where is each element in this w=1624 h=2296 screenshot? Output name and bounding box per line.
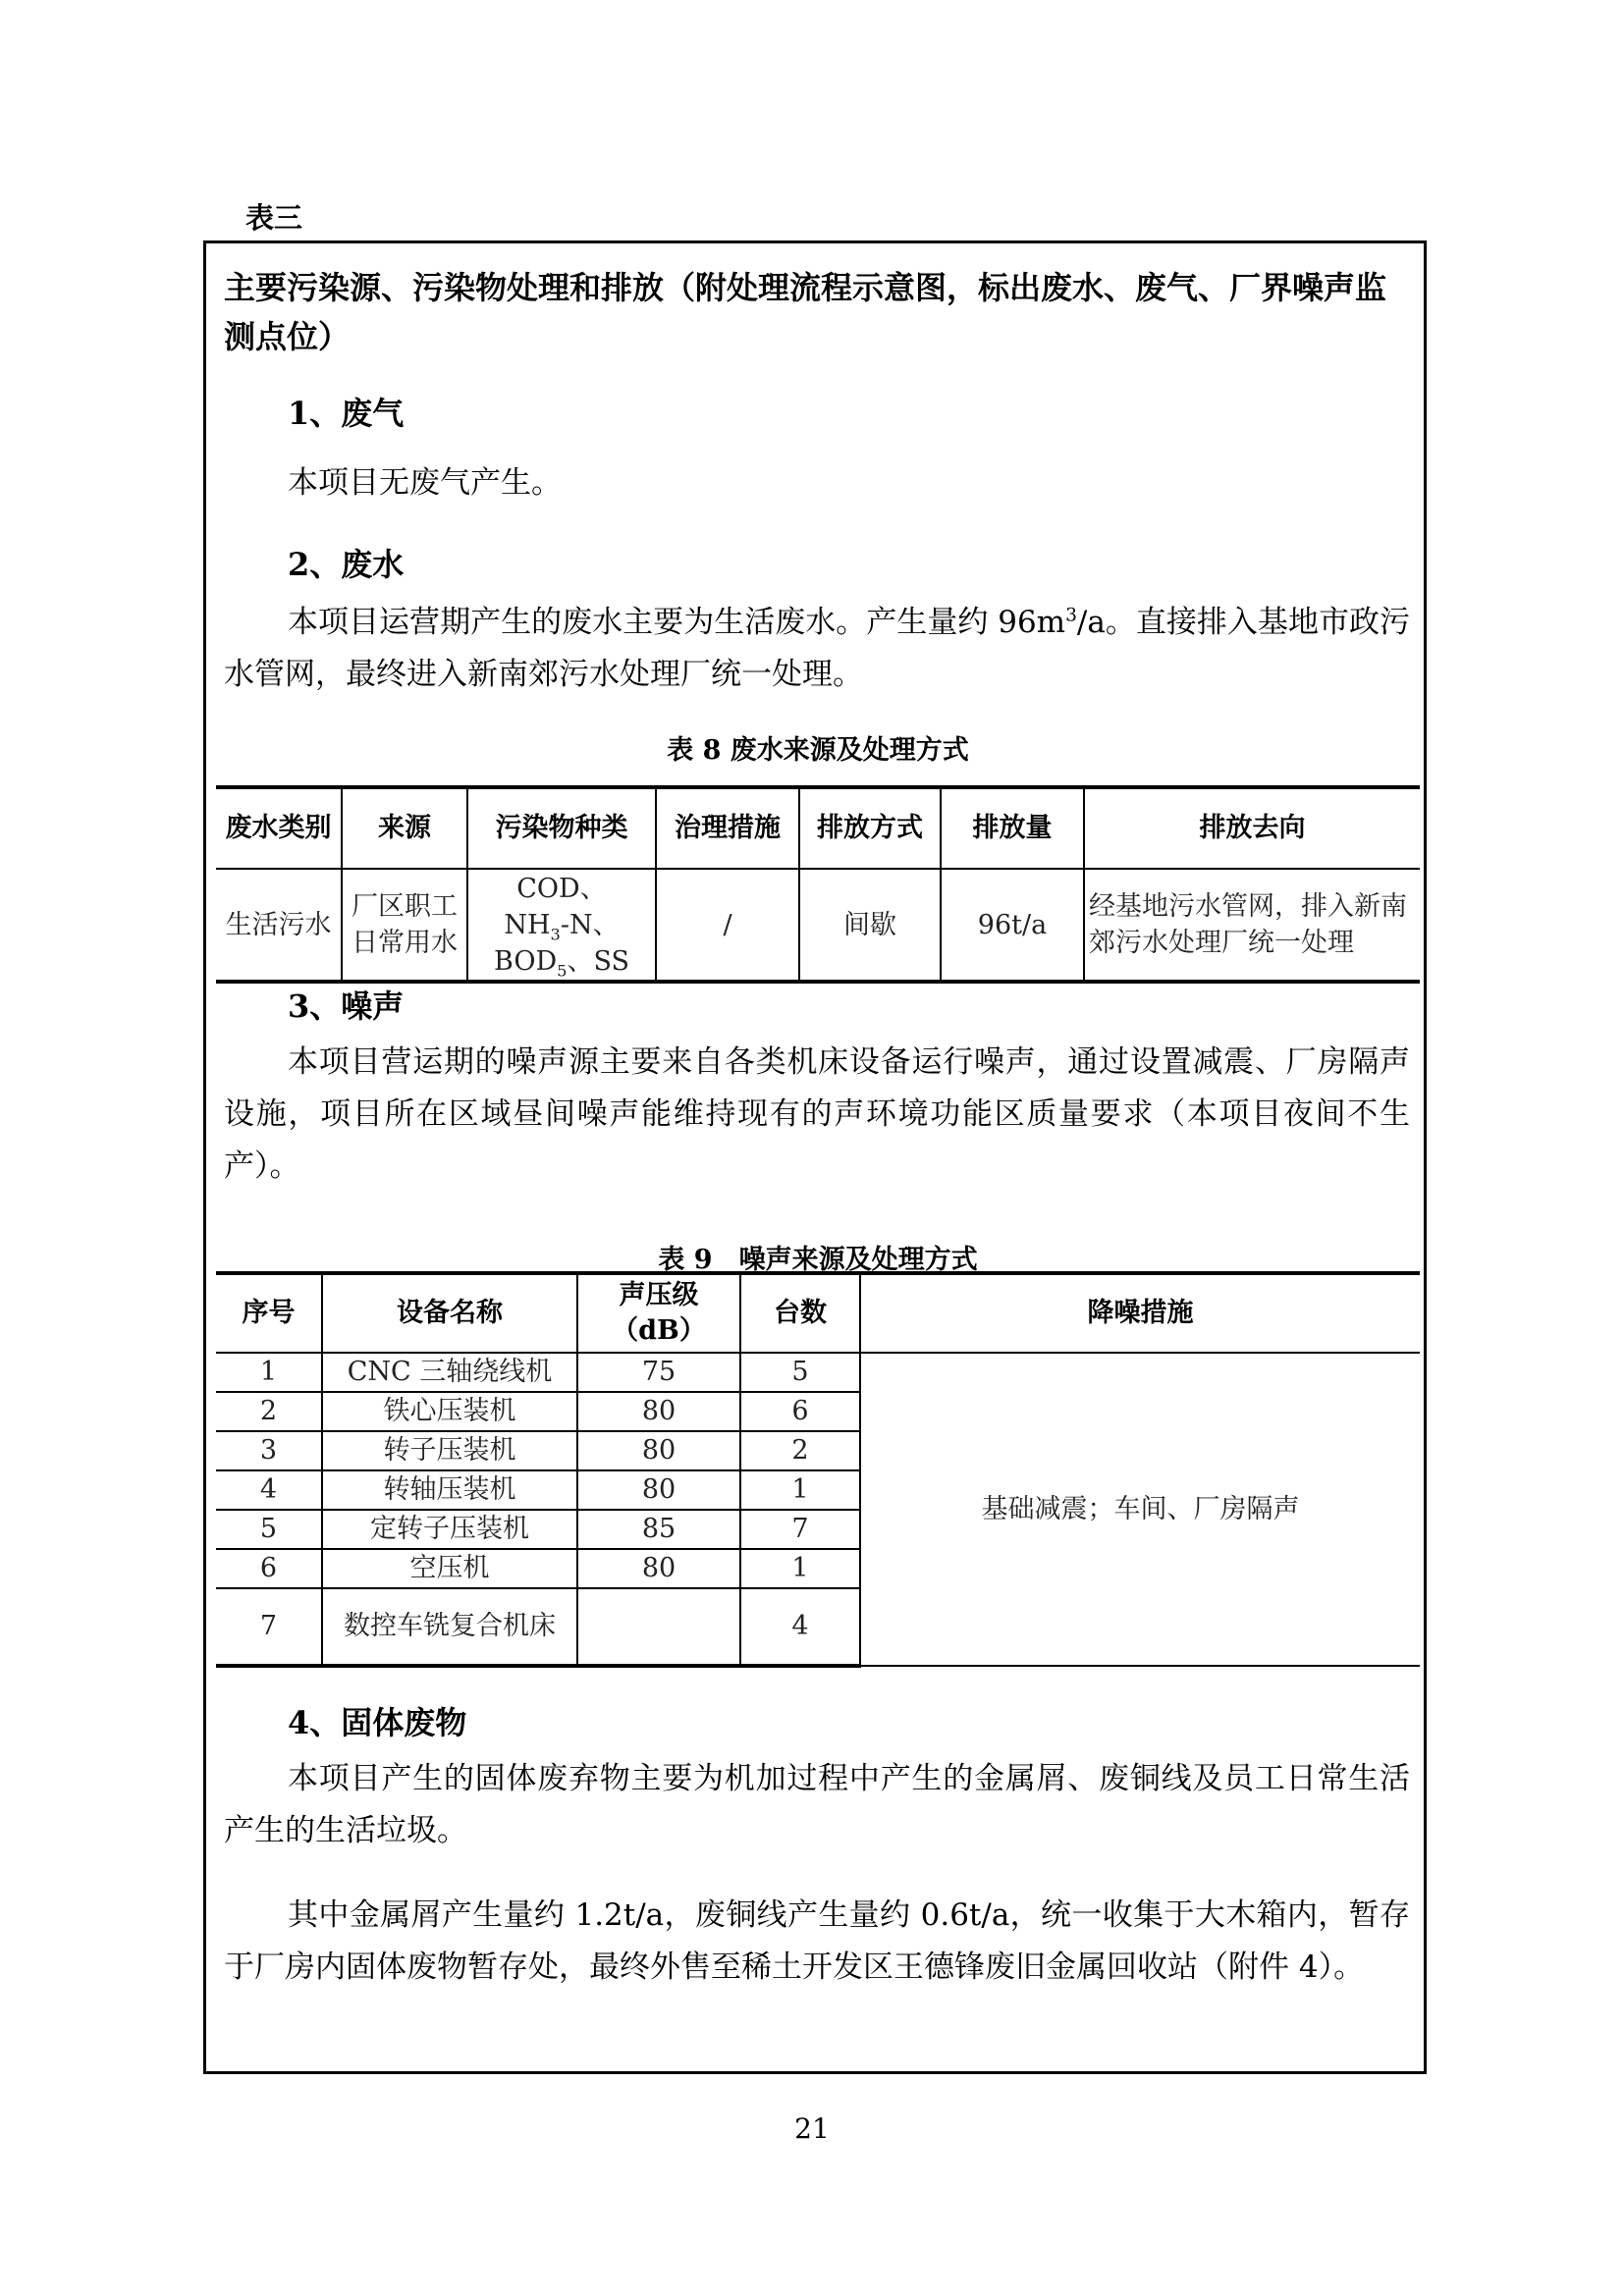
table-header: 排放方式 (799, 787, 941, 869)
discharge-destination: 经基地污水管网，排入新南郊污水处理厂统一处理 (1084, 869, 1420, 982)
section-heading-water: 2、废水 (288, 546, 405, 583)
section-text-noise: 本项目营运期的噪声源主要来自各类机床设备运行噪声，通过设置减震、厂房隔声设施，项目所在区域昼间噪声能维持现有的声环境功能区质量要求（本项目夜间不生产）。 (224, 1044, 1410, 1184)
wastewater-table (216, 785, 1420, 984)
table-header: 排放量 (941, 787, 1084, 869)
row-number: 7 (216, 1588, 322, 1666)
table-header: 废水类别 (216, 787, 342, 869)
row-number: 4 (216, 1470, 322, 1510)
table-label: 表三 (245, 201, 303, 235)
equipment-name: 空压机 (322, 1549, 577, 1588)
unit-count: 5 (740, 1353, 860, 1392)
section-heading-solid: 4、固体废物 (288, 1704, 467, 1741)
table-header-row (216, 1273, 1420, 1353)
discharge-mode: 间歇 (799, 869, 941, 982)
section-heading-noise: 3、噪声 (288, 988, 405, 1025)
unit-count: 6 (740, 1392, 860, 1431)
table8-caption: 表 8 废水来源及处理方式 (667, 735, 969, 766)
equipment-name: 定转子压装机 (322, 1510, 577, 1549)
table-header: 降噪措施 (860, 1273, 1420, 1353)
section-heading-gas: 1、废气 (288, 395, 405, 432)
unit-count: 2 (740, 1431, 860, 1470)
table-row (216, 869, 1420, 982)
unit-count: 7 (740, 1510, 860, 1549)
page-number: 21 (794, 2112, 830, 2145)
row-number: 1 (216, 1353, 322, 1392)
sound-level: 80 (577, 1392, 740, 1431)
row-number: 6 (216, 1549, 322, 1588)
unit-count: 4 (740, 1588, 860, 1666)
unit-count: 1 (740, 1470, 860, 1510)
pollutant-types: COD、 $NH_3-N$、 $BOD_5$、SS (467, 869, 656, 982)
equipment-name: 铁心压装机 (322, 1392, 577, 1431)
noise-reduction-measure: 基础减震；车间、厂房隔声 (860, 1353, 1420, 1666)
treatment-measure: / (656, 869, 799, 982)
frame-title: 主要污染源、污染物处理和排放（附处理流程示意图，标出废水、废气、厂界噪声监测点位） (224, 269, 1387, 355)
table-header: 台数 (740, 1273, 860, 1353)
sound-level (577, 1588, 740, 1666)
section-text-solid-2: 其中金属屑产生量约 1.2t/a，废铜线产生量约 0.6t/a，统一收集于大木箱内，暂存于厂房内固体废物暂存处，最终外售至稀土开发区王德锋废旧金属回收站（附件 4）。 (224, 1897, 1410, 1985)
content-frame (203, 240, 1427, 2074)
section-text-solid-1: 本项目产生的固体废弃物主要为机加过程中产生的金属屑、废铜线及员工日常生活产生的生活垃圾。 (224, 1761, 1410, 1848)
table-header-row (216, 787, 1420, 869)
table-header: 序号 (216, 1273, 322, 1353)
sound-level: 85 (577, 1510, 740, 1549)
equipment-name: 转子压装机 (322, 1431, 577, 1470)
equipment-name: 转轴压装机 (322, 1470, 577, 1510)
section-text-water: 本项目运营期产生的废水主要为生活废水。产生量约 $96m^3/a$。直接排入基地市政污水管网，最终进入新南郊污水处理厂统一处理。 (224, 605, 1410, 692)
noise-table (216, 1271, 1420, 1668)
table-row (216, 1353, 1420, 1392)
unit-count: 1 (740, 1549, 860, 1588)
row-number: 2 (216, 1392, 322, 1431)
equipment-name: 数控车铣复合机床 (322, 1588, 577, 1666)
row-number: 5 (216, 1510, 322, 1549)
table-header: 来源 (342, 787, 467, 869)
table-header: 设备名称 (322, 1273, 577, 1353)
table9-caption: 表 9 噪声来源及处理方式 (658, 1245, 978, 1275)
row-number: 3 (216, 1431, 322, 1470)
sound-level: 80 (577, 1431, 740, 1470)
table-header: 治理措施 (656, 787, 799, 869)
section-text-gas: 本项目无废气产生。 (288, 465, 562, 501)
table-header: 声压级（dB） (577, 1273, 740, 1353)
equipment-name: CNC 三轴绕线机 (322, 1353, 577, 1392)
table-header: 污染物种类 (467, 787, 656, 869)
sound-level: 80 (577, 1549, 740, 1588)
table-header: 排放去向 (1084, 787, 1420, 869)
sound-level: 80 (577, 1470, 740, 1510)
wastewater-type: 生活污水 (216, 869, 342, 982)
discharge-amount: 96t/a (941, 869, 1084, 982)
wastewater-source: 厂区职工日常用水 (342, 869, 467, 982)
sound-level: 75 (577, 1353, 740, 1392)
